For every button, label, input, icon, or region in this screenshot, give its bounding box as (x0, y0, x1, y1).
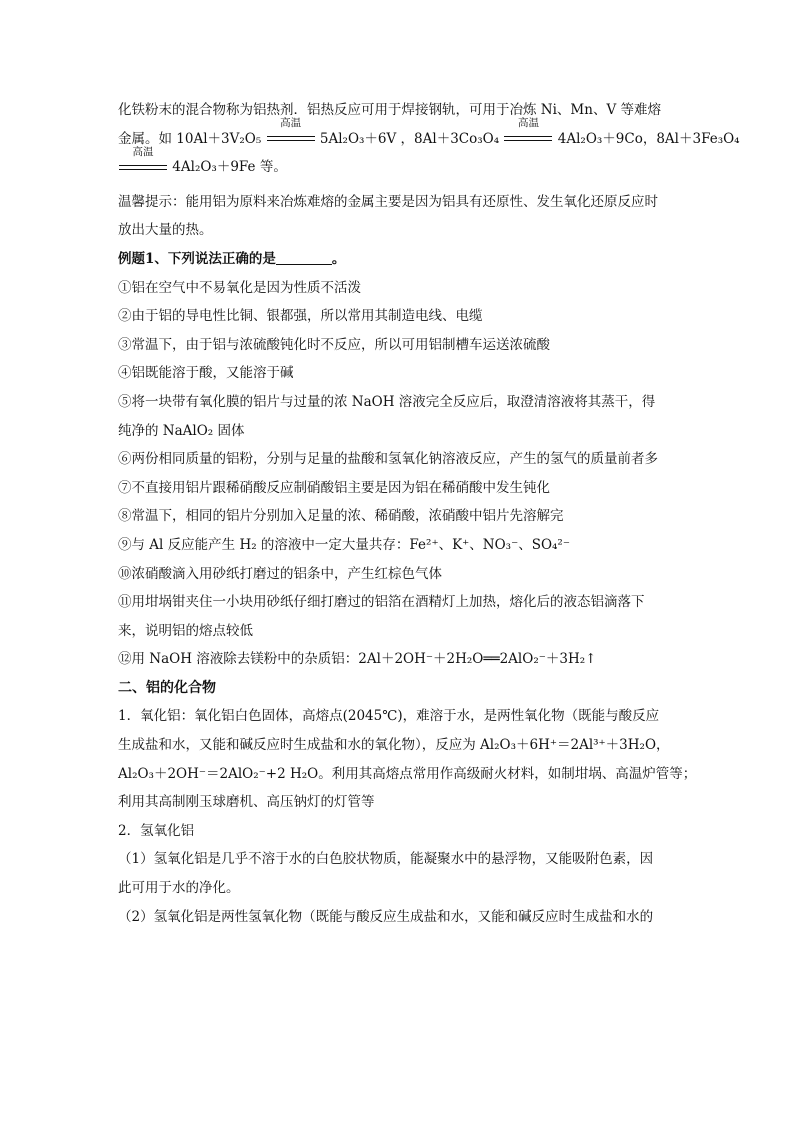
text-line: 化铁粉末的混合物称为铝热剂．铝热反应可用于焊接钢轨，可用于冶炼 Ni、Mn、V 等难熔 (118, 102, 661, 118)
text-line: Al₂O₃＋2OH⁻＝2AlO₂⁻+2 H₂O。利用其高熔点常用作高级耐火材料，如制坩埚、高温炉管等； (118, 765, 697, 782)
reaction-condition-arrow (119, 145, 167, 175)
reaction-condition-arrow (267, 117, 315, 146)
condition-label: 高温 (280, 117, 302, 130)
option-item: ⑨与 Al 反应能产生 H₂ 的溶液中一定大量共存：Fe²⁺、K⁺、NO₃⁻、SO₄²⁻ (118, 536, 570, 553)
condition-label: 高温 (132, 145, 154, 158)
equation-line (118, 145, 678, 182)
equation-text: 4Al₂O₃＋9Fe 等。 (172, 159, 287, 176)
text-line: （1）氢氧化铝是几乎不溶于水的白色胶状物质，能凝聚水中的悬浮物，又能吸附色素，因 (118, 851, 654, 868)
option-item: ⑤将一块带有氧化膜的铝片与过量的浓 NaOH 溶液完全反应后，取澄清溶液将其蒸干，得 (118, 393, 656, 410)
document-page (118, 96, 740, 931)
option-item: ⑪用坩埚钳夹住一小块用砂纸仔细打磨过的铝箔在酒精灯上加热，熔化后的液态铝滴落下 (118, 594, 645, 611)
reaction-condition-arrow (504, 117, 552, 146)
option-item: ⑥两份相同质量的铝粉，分别与足量的盐酸和氢氧化钠溶液反应，产生的氢气的质量前者多 (118, 451, 658, 468)
option-item: 纯净的 NaAlO₂ 固体 (118, 422, 245, 439)
text-line: 利用其高制刚玉球磨机、高压钠灯的灯管等 (118, 794, 375, 811)
condition-label: 高温 (517, 117, 539, 130)
text-line: 此可用于水的净化。 (118, 880, 240, 897)
option-item: ③常温下，由于铝与浓硫酸钝化时不反应，所以可用铝制槽车运送浓硫酸 (118, 336, 550, 353)
tip-line: 温馨提示：能用铝为原料来冶炼难熔的金属主要是因为铝具有还原性、发生氧化还原反应时 (118, 193, 658, 210)
section-heading: 二、铝的化合物 (118, 679, 216, 696)
option-item: ①铝在空气中不易氧化是因为性质不活泼 (118, 279, 361, 296)
option-item: ⑩浓硝酸滴入用砂纸打磨过的铝条中，产生红棕色气体 (118, 565, 442, 582)
option-item: ⑦不直接用铝片跟稀硝酸反应制硝酸铝主要是因为铝在稀硝酸中发生钝化 (118, 479, 550, 496)
example-question (118, 245, 678, 274)
example-period: 。 (331, 250, 346, 267)
text-line: （2）氢氧化铝是两性氢氧化物（既能与酸反应生成盐和水，又能和碱反应时生成盐和水的 (118, 908, 654, 925)
option-item: ②由于铝的导电性比铜、银都强，所以常用其制造电线、电缆 (118, 308, 483, 325)
equation-text: 4Al₂O₃＋9Co，8Al＋3Fe₃O₄ (557, 130, 740, 147)
text-line: 1．氧化铝：氧化铝白色固体，高熔点(2045℃)，难溶于水，是两性氧化物（既能与酸反应 (118, 708, 660, 725)
option-item: ⑧常温下，相同的铝片分别加入足量的浓、稀硝酸，浓硝酸中铝片先溶解完 (118, 508, 564, 525)
answer-blank (276, 250, 332, 265)
equation-text: 金属。如 10Al＋3V₂O₅ (118, 130, 262, 147)
subsection-heading: 2．氢氧化铝 (118, 822, 195, 839)
option-item: 来，说明铝的熔点较低 (118, 622, 253, 639)
option-item: ⑫用 NaOH 溶液除去镁粉中的杂质铝：2Al＋2OH⁻＋2H₂O══2AlO₂⁻＋3H₂↑ (118, 651, 597, 668)
equation-text: 5Al₂O₃＋6V ，8Al＋3Co₃O₄ (319, 130, 500, 147)
option-item: ④铝既能溶于酸，又能溶于碱 (118, 365, 294, 382)
text-line: 生成盐和水，又能和碱反应时生成盐和水的氧化物），反应为 Al₂O₃＋6H⁺＝2Al³⁺＋3H₂O， (118, 737, 670, 754)
example-title: 例题1、下列说法正确的是 (118, 250, 276, 267)
equation-line (118, 117, 740, 154)
tip-line: 放出大量的热。 (118, 222, 213, 239)
